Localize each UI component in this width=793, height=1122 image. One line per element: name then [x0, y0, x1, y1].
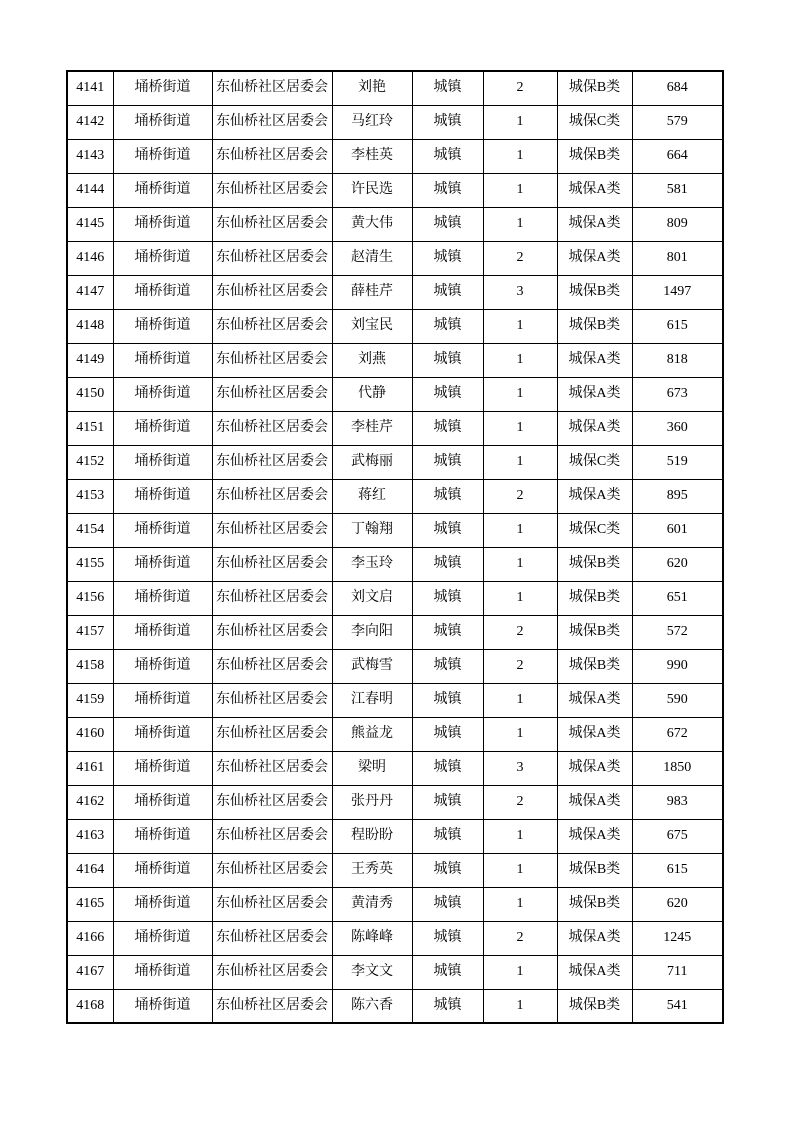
- cell-street: 埇桥街道: [113, 751, 212, 785]
- cell-street: 埇桥街道: [113, 683, 212, 717]
- cell-street: 埇桥街道: [113, 615, 212, 649]
- cell-row-number: 4160: [67, 717, 113, 751]
- cell-row-number: 4165: [67, 887, 113, 921]
- cell-amount: 615: [632, 309, 723, 343]
- cell-subsidy-category: 城保A类: [557, 343, 632, 377]
- cell-person-count: 1: [483, 547, 557, 581]
- cell-amount: 590: [632, 683, 723, 717]
- cell-residence-type: 城镇: [412, 751, 483, 785]
- cell-residence-type: 城镇: [412, 275, 483, 309]
- cell-row-number: 4164: [67, 853, 113, 887]
- benefits-roster-table: [66, 70, 724, 1024]
- table-row: [67, 207, 723, 241]
- cell-subsidy-category: 城保A类: [557, 377, 632, 411]
- cell-person-count: 1: [483, 955, 557, 989]
- cell-residence-type: 城镇: [412, 683, 483, 717]
- cell-person-name: 武梅丽: [332, 445, 412, 479]
- cell-person-name: 马红玲: [332, 105, 412, 139]
- cell-person-name: 丁翰翔: [332, 513, 412, 547]
- cell-row-number: 4152: [67, 445, 113, 479]
- cell-amount: 615: [632, 853, 723, 887]
- cell-person-name: 李桂芹: [332, 411, 412, 445]
- cell-row-number: 4141: [67, 71, 113, 105]
- cell-person-name: 许民选: [332, 173, 412, 207]
- cell-community: 东仙桥社区居委会: [212, 649, 332, 683]
- table-row: [67, 377, 723, 411]
- cell-subsidy-category: 城保A类: [557, 955, 632, 989]
- table-row: [67, 785, 723, 819]
- cell-person-name: 蒋红: [332, 479, 412, 513]
- cell-amount: 581: [632, 173, 723, 207]
- cell-person-name: 张丹丹: [332, 785, 412, 819]
- cell-community: 东仙桥社区居委会: [212, 547, 332, 581]
- cell-person-count: 1: [483, 581, 557, 615]
- table-row: [67, 343, 723, 377]
- cell-street: 埇桥街道: [113, 343, 212, 377]
- cell-person-count: 2: [483, 785, 557, 819]
- cell-residence-type: 城镇: [412, 343, 483, 377]
- cell-row-number: 4168: [67, 989, 113, 1023]
- cell-amount: 360: [632, 411, 723, 445]
- cell-person-count: 1: [483, 683, 557, 717]
- cell-subsidy-category: 城保C类: [557, 513, 632, 547]
- cell-community: 东仙桥社区居委会: [212, 989, 332, 1023]
- cell-residence-type: 城镇: [412, 887, 483, 921]
- cell-community: 东仙桥社区居委会: [212, 139, 332, 173]
- cell-person-name: 李文文: [332, 955, 412, 989]
- cell-person-name: 代静: [332, 377, 412, 411]
- cell-community: 东仙桥社区居委会: [212, 751, 332, 785]
- cell-person-name: 黄清秀: [332, 887, 412, 921]
- cell-community: 东仙桥社区居委会: [212, 479, 332, 513]
- cell-person-count: 1: [483, 343, 557, 377]
- cell-community: 东仙桥社区居委会: [212, 785, 332, 819]
- cell-row-number: 4146: [67, 241, 113, 275]
- cell-row-number: 4159: [67, 683, 113, 717]
- cell-person-count: 2: [483, 241, 557, 275]
- cell-community: 东仙桥社区居委会: [212, 581, 332, 615]
- table-row: [67, 717, 723, 751]
- cell-person-name: 程盼盼: [332, 819, 412, 853]
- cell-subsidy-category: 城保A类: [557, 717, 632, 751]
- cell-amount: 651: [632, 581, 723, 615]
- cell-row-number: 4147: [67, 275, 113, 309]
- table-row: [67, 309, 723, 343]
- cell-amount: 1497: [632, 275, 723, 309]
- cell-community: 东仙桥社区居委会: [212, 241, 332, 275]
- cell-amount: 572: [632, 615, 723, 649]
- cell-community: 东仙桥社区居委会: [212, 853, 332, 887]
- table-row: [67, 547, 723, 581]
- cell-person-count: 1: [483, 717, 557, 751]
- cell-residence-type: 城镇: [412, 71, 483, 105]
- cell-row-number: 4144: [67, 173, 113, 207]
- cell-person-name: 江春明: [332, 683, 412, 717]
- cell-community: 东仙桥社区居委会: [212, 105, 332, 139]
- cell-residence-type: 城镇: [412, 717, 483, 751]
- cell-person-count: 3: [483, 275, 557, 309]
- cell-row-number: 4151: [67, 411, 113, 445]
- cell-row-number: 4155: [67, 547, 113, 581]
- table-row: [67, 139, 723, 173]
- table-row: [67, 71, 723, 105]
- cell-person-count: 1: [483, 411, 557, 445]
- cell-person-name: 梁明: [332, 751, 412, 785]
- cell-person-count: 1: [483, 309, 557, 343]
- cell-row-number: 4158: [67, 649, 113, 683]
- cell-person-name: 刘宝民: [332, 309, 412, 343]
- cell-street: 埇桥街道: [113, 71, 212, 105]
- cell-person-name: 熊益龙: [332, 717, 412, 751]
- cell-amount: 519: [632, 445, 723, 479]
- cell-person-count: 1: [483, 989, 557, 1023]
- cell-person-name: 赵清生: [332, 241, 412, 275]
- cell-row-number: 4166: [67, 921, 113, 955]
- table-row: [67, 751, 723, 785]
- table-row: [67, 683, 723, 717]
- cell-street: 埇桥街道: [113, 445, 212, 479]
- cell-person-count: 2: [483, 71, 557, 105]
- cell-amount: 809: [632, 207, 723, 241]
- table-row: [67, 445, 723, 479]
- cell-residence-type: 城镇: [412, 445, 483, 479]
- cell-street: 埇桥街道: [113, 989, 212, 1023]
- cell-row-number: 4149: [67, 343, 113, 377]
- cell-subsidy-category: 城保B类: [557, 581, 632, 615]
- cell-street: 埇桥街道: [113, 853, 212, 887]
- cell-person-name: 李桂英: [332, 139, 412, 173]
- table-row: [67, 479, 723, 513]
- cell-subsidy-category: 城保A类: [557, 241, 632, 275]
- cell-street: 埇桥街道: [113, 241, 212, 275]
- cell-person-name: 黄大伟: [332, 207, 412, 241]
- cell-subsidy-category: 城保B类: [557, 71, 632, 105]
- cell-residence-type: 城镇: [412, 309, 483, 343]
- cell-community: 东仙桥社区居委会: [212, 955, 332, 989]
- cell-amount: 818: [632, 343, 723, 377]
- cell-row-number: 4142: [67, 105, 113, 139]
- table-row: [67, 853, 723, 887]
- cell-community: 东仙桥社区居委会: [212, 615, 332, 649]
- cell-residence-type: 城镇: [412, 785, 483, 819]
- cell-subsidy-category: 城保B类: [557, 853, 632, 887]
- cell-person-count: 2: [483, 649, 557, 683]
- cell-subsidy-category: 城保A类: [557, 921, 632, 955]
- cell-person-count: 1: [483, 853, 557, 887]
- cell-amount: 620: [632, 547, 723, 581]
- cell-subsidy-category: 城保A类: [557, 207, 632, 241]
- cell-community: 东仙桥社区居委会: [212, 445, 332, 479]
- cell-person-name: 李玉玲: [332, 547, 412, 581]
- cell-person-name: 李向阳: [332, 615, 412, 649]
- cell-person-count: 1: [483, 513, 557, 547]
- cell-person-count: 1: [483, 377, 557, 411]
- cell-person-count: 1: [483, 105, 557, 139]
- cell-amount: 895: [632, 479, 723, 513]
- cell-street: 埇桥街道: [113, 513, 212, 547]
- cell-row-number: 4156: [67, 581, 113, 615]
- cell-person-count: 1: [483, 139, 557, 173]
- cell-community: 东仙桥社区居委会: [212, 887, 332, 921]
- cell-residence-type: 城镇: [412, 411, 483, 445]
- cell-street: 埇桥街道: [113, 411, 212, 445]
- cell-community: 东仙桥社区居委会: [212, 683, 332, 717]
- cell-residence-type: 城镇: [412, 649, 483, 683]
- cell-person-count: 1: [483, 445, 557, 479]
- cell-person-count: 3: [483, 751, 557, 785]
- cell-community: 东仙桥社区居委会: [212, 71, 332, 105]
- cell-community: 东仙桥社区居委会: [212, 275, 332, 309]
- cell-person-name: 刘燕: [332, 343, 412, 377]
- cell-person-name: 薛桂芹: [332, 275, 412, 309]
- cell-residence-type: 城镇: [412, 207, 483, 241]
- cell-subsidy-category: 城保B类: [557, 649, 632, 683]
- cell-residence-type: 城镇: [412, 921, 483, 955]
- cell-row-number: 4145: [67, 207, 113, 241]
- cell-subsidy-category: 城保B类: [557, 989, 632, 1023]
- cell-street: 埇桥街道: [113, 275, 212, 309]
- cell-residence-type: 城镇: [412, 139, 483, 173]
- cell-subsidy-category: 城保A类: [557, 785, 632, 819]
- cell-street: 埇桥街道: [113, 717, 212, 751]
- cell-row-number: 4150: [67, 377, 113, 411]
- cell-street: 埇桥街道: [113, 785, 212, 819]
- table-row: [67, 921, 723, 955]
- table-row: [67, 173, 723, 207]
- cell-community: 东仙桥社区居委会: [212, 377, 332, 411]
- cell-street: 埇桥街道: [113, 479, 212, 513]
- cell-person-count: 2: [483, 479, 557, 513]
- cell-subsidy-category: 城保B类: [557, 275, 632, 309]
- table-row: [67, 989, 723, 1023]
- cell-amount: 990: [632, 649, 723, 683]
- cell-subsidy-category: 城保B类: [557, 139, 632, 173]
- cell-residence-type: 城镇: [412, 819, 483, 853]
- cell-street: 埇桥街道: [113, 139, 212, 173]
- cell-person-count: 2: [483, 615, 557, 649]
- cell-row-number: 4167: [67, 955, 113, 989]
- cell-community: 东仙桥社区居委会: [212, 411, 332, 445]
- cell-residence-type: 城镇: [412, 853, 483, 887]
- cell-community: 东仙桥社区居委会: [212, 717, 332, 751]
- table-row: [67, 649, 723, 683]
- cell-subsidy-category: 城保B类: [557, 547, 632, 581]
- cell-street: 埇桥街道: [113, 955, 212, 989]
- cell-street: 埇桥街道: [113, 819, 212, 853]
- cell-amount: 664: [632, 139, 723, 173]
- cell-residence-type: 城镇: [412, 581, 483, 615]
- cell-row-number: 4161: [67, 751, 113, 785]
- cell-amount: 675: [632, 819, 723, 853]
- cell-community: 东仙桥社区居委会: [212, 173, 332, 207]
- cell-subsidy-category: 城保A类: [557, 751, 632, 785]
- cell-street: 埇桥街道: [113, 207, 212, 241]
- cell-subsidy-category: 城保B类: [557, 309, 632, 343]
- cell-person-count: 1: [483, 887, 557, 921]
- cell-person-name: 刘文启: [332, 581, 412, 615]
- cell-row-number: 4148: [67, 309, 113, 343]
- cell-residence-type: 城镇: [412, 241, 483, 275]
- cell-row-number: 4163: [67, 819, 113, 853]
- table-row: [67, 105, 723, 139]
- cell-residence-type: 城镇: [412, 173, 483, 207]
- cell-residence-type: 城镇: [412, 615, 483, 649]
- cell-row-number: 4157: [67, 615, 113, 649]
- cell-residence-type: 城镇: [412, 513, 483, 547]
- cell-residence-type: 城镇: [412, 479, 483, 513]
- cell-amount: 1245: [632, 921, 723, 955]
- cell-amount: 684: [632, 71, 723, 105]
- cell-person-count: 1: [483, 207, 557, 241]
- cell-subsidy-category: 城保A类: [557, 683, 632, 717]
- cell-amount: 620: [632, 887, 723, 921]
- cell-street: 埇桥街道: [113, 173, 212, 207]
- cell-person-name: 王秀英: [332, 853, 412, 887]
- cell-street: 埇桥街道: [113, 105, 212, 139]
- cell-residence-type: 城镇: [412, 105, 483, 139]
- table-row: [67, 411, 723, 445]
- cell-street: 埇桥街道: [113, 309, 212, 343]
- cell-subsidy-category: 城保C类: [557, 105, 632, 139]
- cell-subsidy-category: 城保B类: [557, 887, 632, 921]
- cell-subsidy-category: 城保A类: [557, 411, 632, 445]
- table-row: [67, 819, 723, 853]
- table-row: [67, 955, 723, 989]
- cell-person-name: 陈峰峰: [332, 921, 412, 955]
- cell-street: 埇桥街道: [113, 581, 212, 615]
- cell-community: 东仙桥社区居委会: [212, 207, 332, 241]
- cell-row-number: 4162: [67, 785, 113, 819]
- cell-amount: 1850: [632, 751, 723, 785]
- cell-street: 埇桥街道: [113, 921, 212, 955]
- cell-residence-type: 城镇: [412, 547, 483, 581]
- table-row: [67, 615, 723, 649]
- cell-amount: 983: [632, 785, 723, 819]
- cell-residence-type: 城镇: [412, 377, 483, 411]
- table-row: [67, 581, 723, 615]
- cell-person-name: 陈六香: [332, 989, 412, 1023]
- cell-person-count: 2: [483, 921, 557, 955]
- cell-subsidy-category: 城保C类: [557, 445, 632, 479]
- cell-amount: 579: [632, 105, 723, 139]
- cell-subsidy-category: 城保A类: [557, 479, 632, 513]
- table-row: [67, 887, 723, 921]
- cell-subsidy-category: 城保A类: [557, 819, 632, 853]
- cell-residence-type: 城镇: [412, 989, 483, 1023]
- cell-person-count: 1: [483, 173, 557, 207]
- cell-street: 埇桥街道: [113, 377, 212, 411]
- cell-row-number: 4154: [67, 513, 113, 547]
- cell-person-count: 1: [483, 819, 557, 853]
- cell-amount: 673: [632, 377, 723, 411]
- cell-amount: 801: [632, 241, 723, 275]
- table-row: [67, 513, 723, 547]
- table-row: [67, 241, 723, 275]
- cell-person-name: 刘艳: [332, 71, 412, 105]
- cell-community: 东仙桥社区居委会: [212, 819, 332, 853]
- table-row: [67, 275, 723, 309]
- cell-community: 东仙桥社区居委会: [212, 921, 332, 955]
- table-body: [67, 71, 723, 1023]
- cell-amount: 601: [632, 513, 723, 547]
- cell-row-number: 4153: [67, 479, 113, 513]
- cell-community: 东仙桥社区居委会: [212, 513, 332, 547]
- cell-street: 埇桥街道: [113, 649, 212, 683]
- cell-amount: 541: [632, 989, 723, 1023]
- cell-street: 埇桥街道: [113, 887, 212, 921]
- cell-amount: 672: [632, 717, 723, 751]
- cell-subsidy-category: 城保B类: [557, 615, 632, 649]
- cell-person-name: 武梅雪: [332, 649, 412, 683]
- cell-street: 埇桥街道: [113, 547, 212, 581]
- cell-residence-type: 城镇: [412, 955, 483, 989]
- cell-subsidy-category: 城保A类: [557, 173, 632, 207]
- cell-community: 东仙桥社区居委会: [212, 343, 332, 377]
- cell-amount: 711: [632, 955, 723, 989]
- cell-community: 东仙桥社区居委会: [212, 309, 332, 343]
- cell-row-number: 4143: [67, 139, 113, 173]
